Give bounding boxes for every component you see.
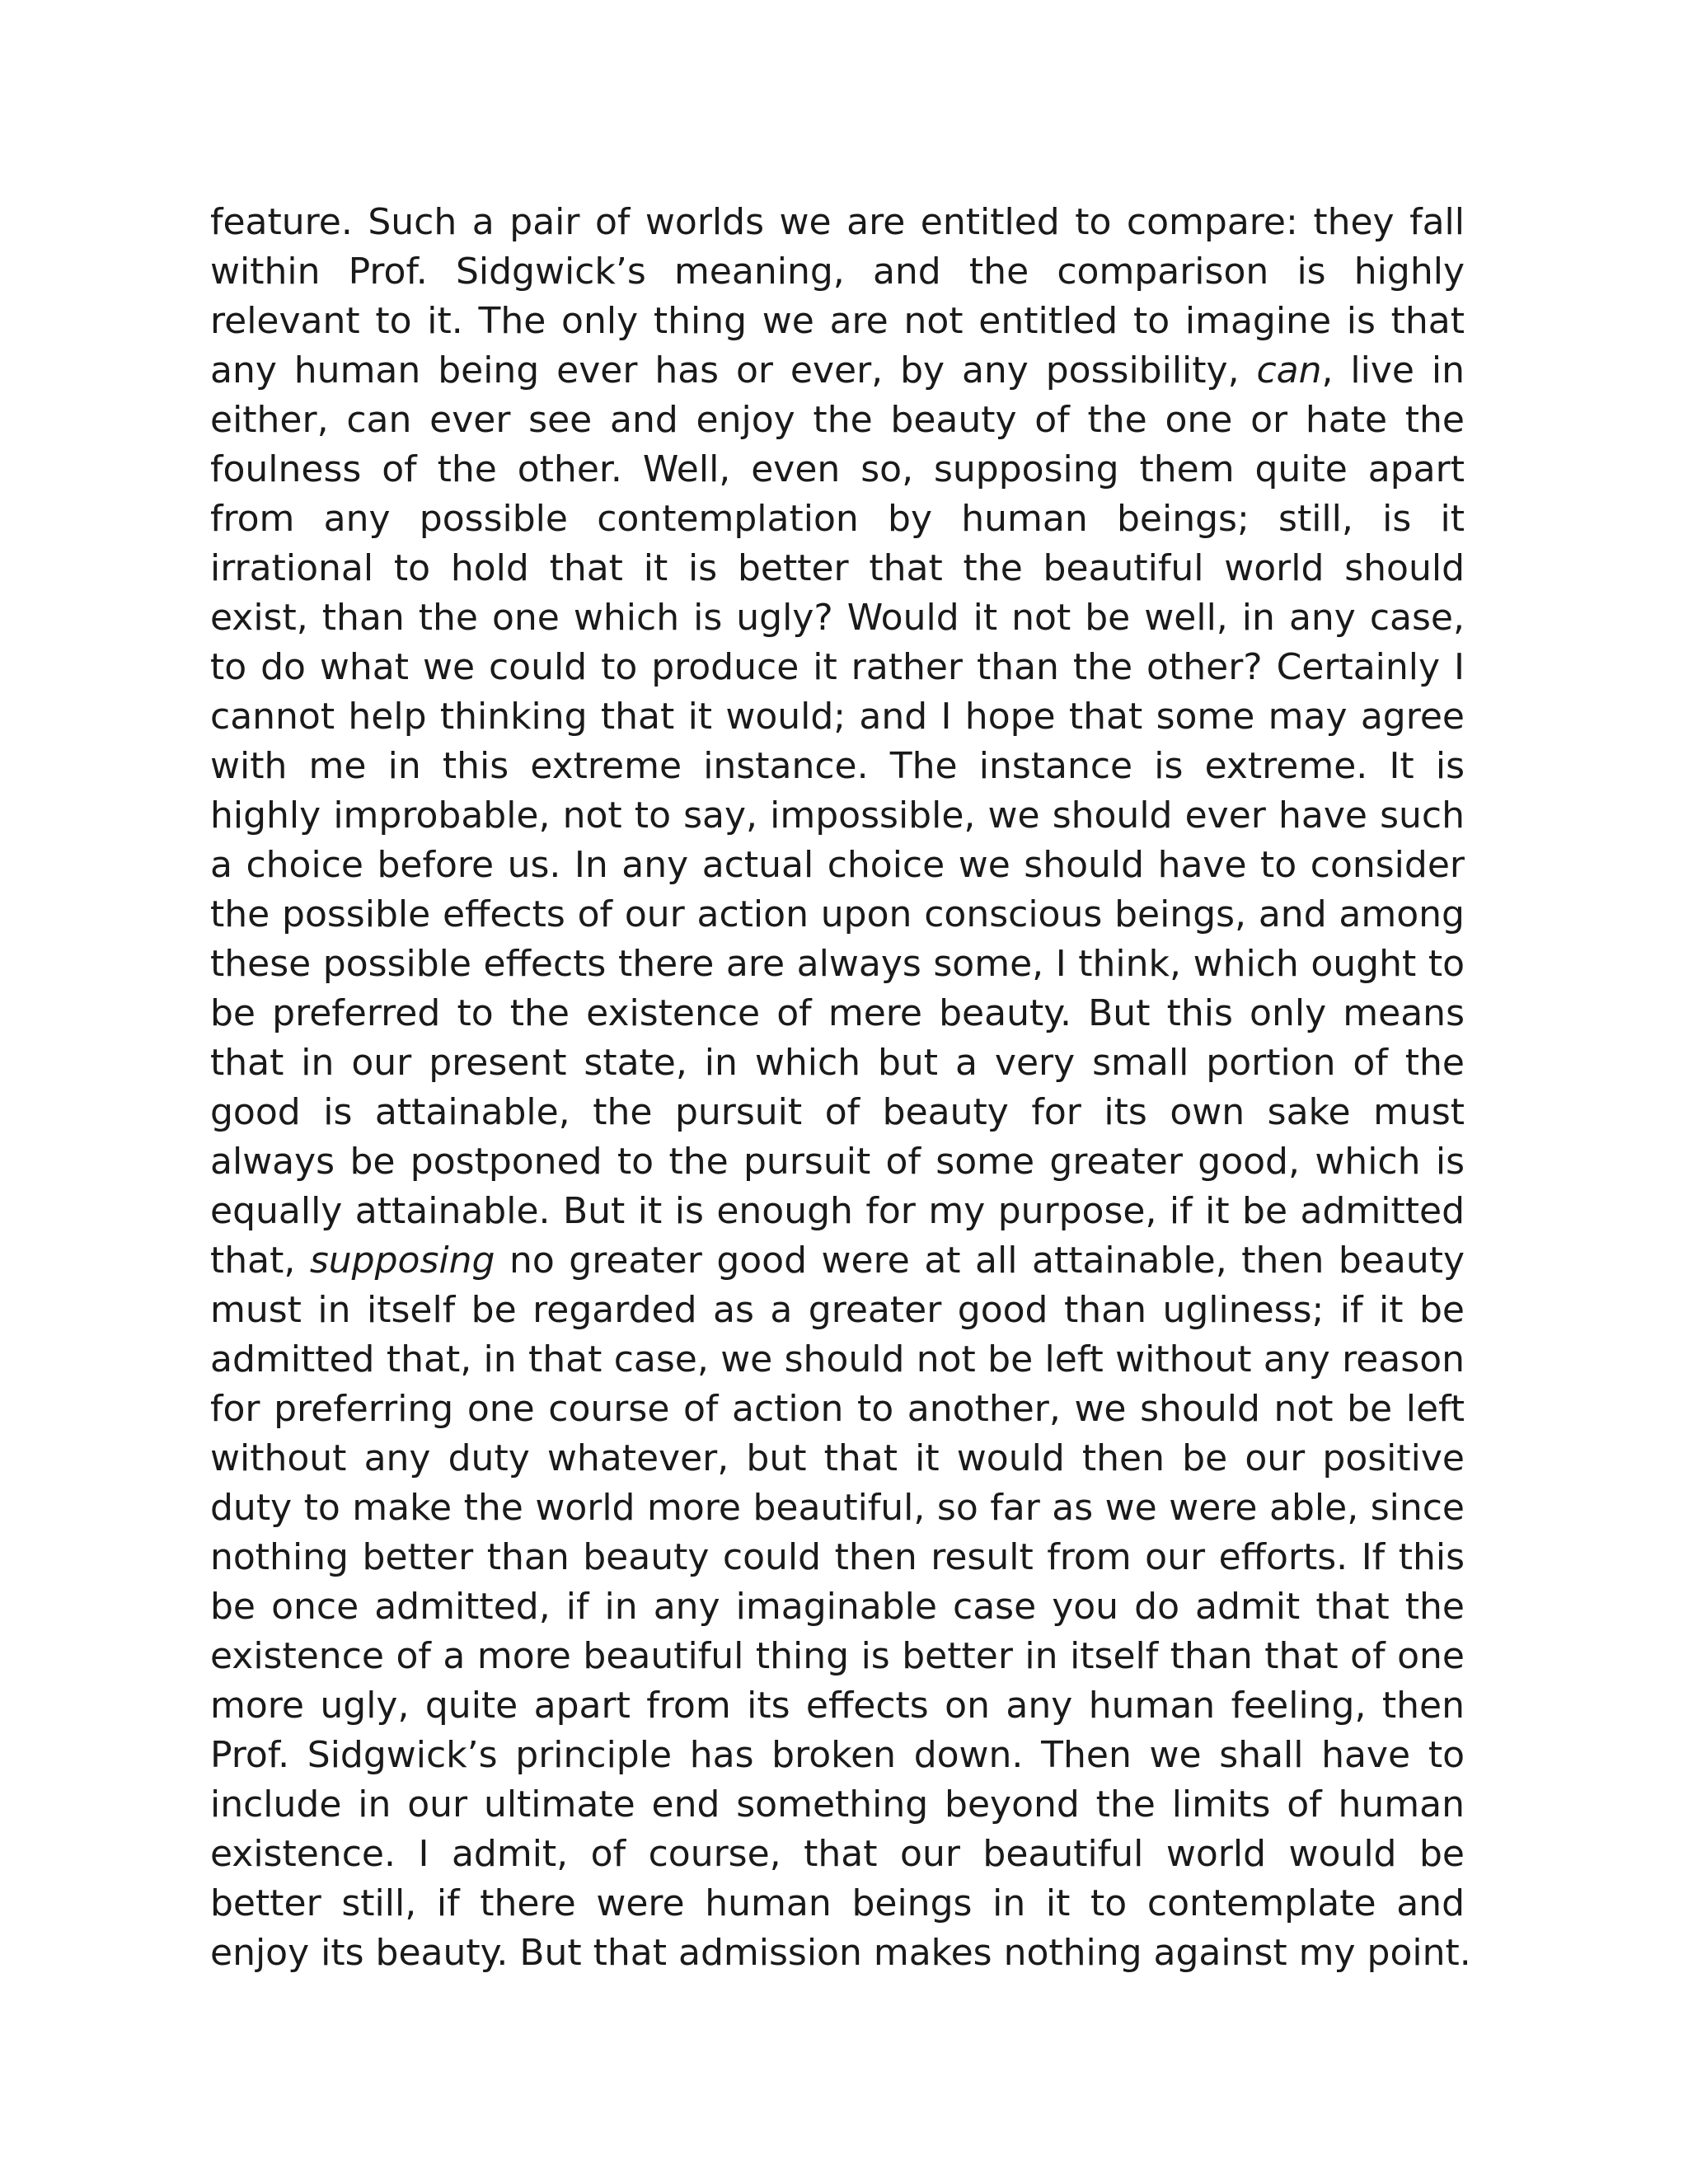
text-line: better still, if there were human beings in it to contemplate and <box>210 1882 1465 1924</box>
text-line: equally attainable. But it is enough for my purpose, if it be admitted <box>210 1190 1465 1232</box>
body-text <box>210 198 1471 1978</box>
text-line: these possible effects there are always some, I think, which ought to <box>210 943 1465 985</box>
text-line: any human being ever has or ever, by any possibility, can, live in <box>210 349 1465 391</box>
text-line: from any possible contemplation by human beings; still, is it <box>210 498 1465 540</box>
text-line: nothing better than beauty could then result from our efforts. If this <box>210 1536 1465 1578</box>
emphasis: can <box>1256 349 1322 391</box>
text-line: be preferred to the existence of mere beauty. But this only means <box>210 992 1465 1034</box>
text-line: feature. Such a pair of worlds we are entitled to compare: they fall <box>210 201 1465 243</box>
text-line: duty to make the world more beautiful, so far as we were able, since <box>210 1487 1465 1529</box>
text-line: existence. I admit, of course, that our beautiful world would be <box>210 1833 1465 1875</box>
text-line: exist, than the one which is ugly? Would it not be well, in any case, <box>210 597 1465 639</box>
text-line: relevant to it. The only thing we are not entitled to imagine is that <box>210 300 1465 342</box>
text-line: either, can ever see and enjoy the beauty of the one or hate the <box>210 399 1465 441</box>
text-line: Prof. Sidgwick’s principle has broken down. Then we shall have to <box>210 1734 1465 1776</box>
text-line: foulness of the other. Well, even so, supposing them quite apart <box>210 448 1465 490</box>
text-line: the possible effects of our action upon conscious beings, and among <box>210 893 1465 935</box>
text-line: cannot help thinking that it would; and I hope that some may agree <box>210 696 1465 738</box>
text-line: for preferring one course of action to another, we should not be left <box>210 1388 1465 1430</box>
text-line: without any duty whatever, but that it would then be our positive <box>210 1437 1465 1479</box>
text-line: good is attainable, the pursuit of beauty for its own sake must <box>210 1091 1465 1133</box>
text-line: that in our present state, in which but a very small portion of the <box>210 1042 1465 1084</box>
text-line: admitted that, in that case, we should not be left without any reason <box>210 1338 1465 1380</box>
text-line: with me in this extreme instance. The instance is extreme. It is <box>210 745 1465 787</box>
text-line: always be postponed to the pursuit of some greater good, which is <box>210 1141 1465 1183</box>
text-line: irrational to hold that it is better that the beautiful world should <box>210 547 1465 589</box>
text-line: existence of a more beautiful thing is better in itself than that of one <box>210 1635 1465 1677</box>
text-line: must in itself be regarded as a greater good than ugliness; if it be <box>210 1289 1465 1331</box>
text-line: highly improbable, not to say, impossible, we should ever have such <box>210 794 1465 837</box>
text-line: that, supposing no greater good were at all attainable, then beauty <box>210 1240 1465 1282</box>
text-line: be once admitted, if in any imaginable case you do admit that the <box>210 1586 1465 1628</box>
text-line: enjoy its beauty. But that admission makes nothing against my point. <box>210 1932 1471 1974</box>
text-line: to do what we could to produce it rather than the other? Certainly I <box>210 646 1465 688</box>
text-line: a choice before us. In any actual choice we should have to consider <box>210 844 1465 886</box>
text-line: more ugly, quite apart from its effects on any human feeling, then <box>210 1685 1465 1727</box>
text-line: within Prof. Sidgwick’s meaning, and the comparison is highly <box>210 251 1465 293</box>
emphasis: supposing <box>309 1240 495 1282</box>
text-line: include in our ultimate end something beyond the limits of human <box>210 1783 1465 1825</box>
